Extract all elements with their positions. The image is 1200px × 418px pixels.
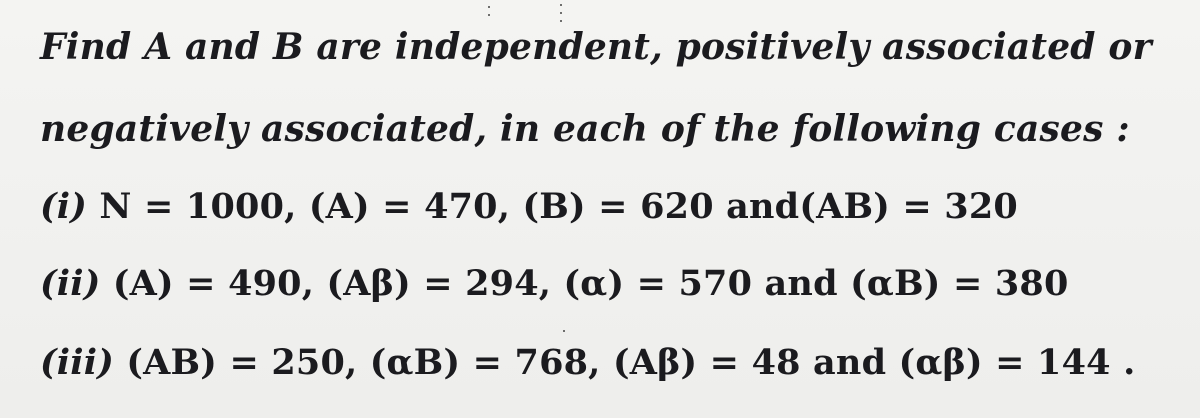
scan-speck [560,20,562,22]
case-1-label: (i) [40,186,88,227]
case-1 [40,186,1018,227]
case-1-text: N = 1000, (A) = 470, (B) = 620 and(AB) = 320 [99,186,1018,227]
case-3-label: (iii) [40,342,115,383]
case-2 [40,263,1069,304]
scan-speck [560,12,562,14]
question-line-1: Find A and B are independent, positively associated or [40,26,1152,68]
case-3-text: (AB) = 250, (αB) = 768, (Aβ) = 48 and (αβ) = 144 . [126,342,1136,383]
scan-speck [560,4,562,6]
case-3 [40,342,1135,383]
case-2-label: (ii) [40,263,101,304]
case-2-text: (A) = 490, (Aβ) = 294, (α) = 570 and (αB) = 380 [112,263,1069,304]
scan-speck [488,6,490,8]
question-line-2: negatively associated, in each of the following cases : [40,108,1130,150]
scan-speck [563,330,565,332]
scan-speck [488,14,490,16]
